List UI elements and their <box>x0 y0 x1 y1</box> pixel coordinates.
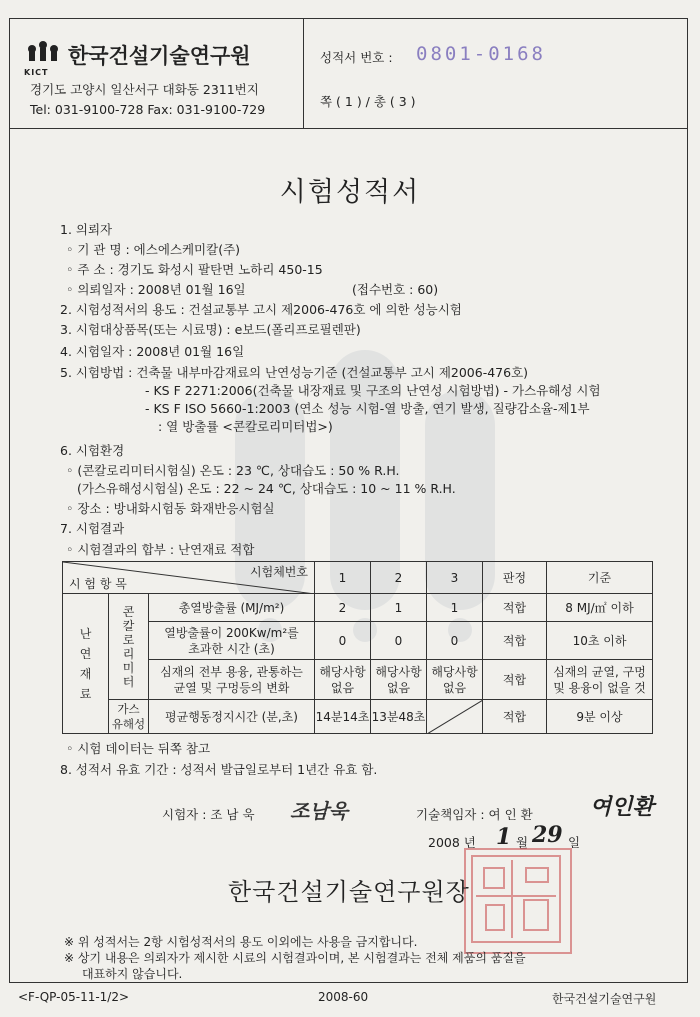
footer-org: 한국건설기술연구원 <box>552 992 657 1006</box>
data-note: ◦ 시험 데이터는 뒤쪽 참고 <box>66 741 211 756</box>
issuer-name: 한국건설기술연구원장 <box>228 878 470 906</box>
receipt-number: (접수번호 : 60) <box>352 282 439 297</box>
row-1-item: 총열방출률 (MJ/m²) <box>149 594 315 622</box>
doc-code: 2008-60 <box>318 990 369 1004</box>
issue-day-unit: 일 <box>568 835 581 850</box>
col-1-header: 1 <box>315 562 371 594</box>
table-header-diagonal <box>63 562 315 594</box>
section-7-line1: ◦ 시험결과의 합부 : 난연재료 적합 <box>66 542 255 557</box>
row-3-val-3: 해당사항 없음 <box>427 660 483 700</box>
section-7-heading: 7. 시험결과 <box>60 521 125 536</box>
verdict-header: 판정 <box>483 562 547 594</box>
section-3: 3. 시험대상품목(또는 시료명) : e보드(폴리프로필렌판) <box>60 322 361 337</box>
row-4-criteria: 9분 이상 <box>547 700 653 734</box>
row-4-item: 평균행동정지시간 (분,초) <box>149 700 315 734</box>
issue-day: 29 <box>532 822 563 848</box>
row-2-val-1: 0 <box>315 622 371 660</box>
section-6-line2: (가스유해성시험실) 온도 : 22 ~ 24 ℃, 상대습도 : 10 ~ 11 % R.H. <box>77 481 456 496</box>
row-4-verdict: 적합 <box>483 700 547 734</box>
tester-signature: 조남욱 <box>290 799 348 823</box>
specimen-label: 시험체번호 <box>250 565 308 579</box>
form-code: <F-QP-05-11-1/2> <box>18 990 130 1004</box>
row-3-item: 심재의 전부 용융, 관통하는 균열 및 구멍등의 변화 <box>149 660 315 700</box>
header-divider <box>9 128 688 129</box>
row-3-criteria: 심재의 균열, 구멍 및 용융이 없을 것 <box>547 660 653 700</box>
row-2-val-2: 0 <box>371 622 427 660</box>
col-2-header: 2 <box>371 562 427 594</box>
document-title: 시험성적서 <box>279 177 421 208</box>
cert-number-label: 성적서 번호 : <box>320 50 393 65</box>
criteria-header: 기준 <box>547 562 653 594</box>
row-2-verdict: 적합 <box>483 622 547 660</box>
row-4-val-1: 14분14초 <box>315 700 371 734</box>
issue-year: 2008 년 <box>428 835 476 850</box>
issue-month: 1 <box>496 824 512 850</box>
col-3-header: 3 <box>427 562 483 594</box>
kict-logo-icon <box>22 40 64 70</box>
row-1-val-3: 1 <box>427 594 483 622</box>
section-6-heading: 6. 시험환경 <box>60 443 125 458</box>
org-phone: Tel: 031-9100-728 Fax: 031-9100-729 <box>30 102 266 117</box>
request-date: ◦ 의뢰일자 : 2008년 01월 16일 <box>66 282 246 297</box>
row-1-val-2: 1 <box>371 594 427 622</box>
section-5-line4: : 열 방출률 <콘칼로리미터법>) <box>158 419 333 434</box>
section-6-line3: ◦ 장소 : 방내화시험동 화재반응시험실 <box>66 501 275 516</box>
row-2-item: 열방출률이 200Kw/m²를 초과한 시간 (초) <box>149 622 315 660</box>
results-table <box>62 561 653 734</box>
section-5-line2: - KS F 2271:2006(건축물 내장재료 및 구조의 난연성 시험방법) - 가스유해성 시험 <box>145 383 601 398</box>
gas-toxicity-group: 가스 유해성 <box>109 700 149 734</box>
client-address: ◦ 주 소 : 경기도 화성시 팔탄면 노하리 450-15 <box>66 262 323 277</box>
cone-calorimeter-group: 콘 칼 로 리 미 터 <box>109 594 149 700</box>
tester-name: 시험자 : 조 남 욱 <box>162 807 255 822</box>
row-2-criteria: 10초 이하 <box>547 622 653 660</box>
row-1-criteria: 8 MJ/㎡ 이하 <box>547 594 653 622</box>
row-3-val-2: 해당사항 없음 <box>371 660 427 700</box>
org-address: 경기도 고양시 일산서구 대화동 2311번지 <box>30 82 259 97</box>
section-1-heading: 1. 의뢰자 <box>60 222 113 237</box>
empty-cell-diagonal <box>427 700 483 734</box>
row-1-val-1: 2 <box>315 594 371 622</box>
row-4-val-3-empty <box>427 700 483 734</box>
remark-2: ※ 상기 내용은 의뢰자가 제시한 시료의 시험결과이며, 본 시험결과는 전체 제품의 품질을 <box>64 951 526 965</box>
client-org: ◦ 기 관 명 : 에스에스케미칼(주) <box>66 242 241 257</box>
section-5-line3: - KS F ISO 5660-1:2003 (연소 성능 시험-열 방출, 연기 발생, 질량감소율-제1부 <box>145 401 590 416</box>
section-6-line1: ◦ (콘칼로리미터시험실) 온도 : 23 ℃, 상대습도 : 50 % R.H. <box>66 463 400 478</box>
tech-manager-name: 기술책임자 : 여 인 환 <box>416 807 533 822</box>
row-2-val-3: 0 <box>427 622 483 660</box>
seal-pattern <box>466 850 566 948</box>
issue-month-unit: 월 <box>516 835 529 850</box>
remark-3: 대표하지 않습니다. <box>82 967 183 981</box>
page-info: 쪽 ( 1 ) / 총 ( 3 ) <box>320 94 416 109</box>
header-vertical-divider <box>303 18 304 128</box>
row-3-verdict: 적합 <box>483 660 547 700</box>
official-seal-icon <box>464 848 572 954</box>
section-5-line1: 5. 시험방법 : 건축물 내부마감재료의 난연성능기준 (건설교통부 고시 제2006-476호) <box>60 365 529 380</box>
flame-retardant-group: 난 연 재 료 <box>63 594 109 734</box>
row-4-val-2: 13분48초 <box>371 700 427 734</box>
row-1-verdict: 적합 <box>483 594 547 622</box>
section-4: 4. 시험일자 : 2008년 01월 16일 <box>60 344 245 359</box>
cert-number: 0801-0168 <box>416 43 546 65</box>
item-label: 시 험 항 목 <box>69 577 127 591</box>
tech-signature: 여인환 <box>590 794 654 820</box>
org-name: 한국건설기술연구원 <box>68 44 251 68</box>
logo-text: KICT <box>24 68 49 77</box>
remark-1: ※ 위 성적서는 2항 시험성적서의 용도 이외에는 사용을 금지합니다. <box>64 935 418 949</box>
section-2: 2. 시험성적서의 용도 : 건설교통부 고시 제2006-476호 에 의한 성능시험 <box>60 302 462 317</box>
section-8: 8. 성적서 유효 기간 : 성적서 발급일로부터 1년간 유효 함. <box>60 762 378 777</box>
row-3-val-1: 해당사항 없음 <box>315 660 371 700</box>
